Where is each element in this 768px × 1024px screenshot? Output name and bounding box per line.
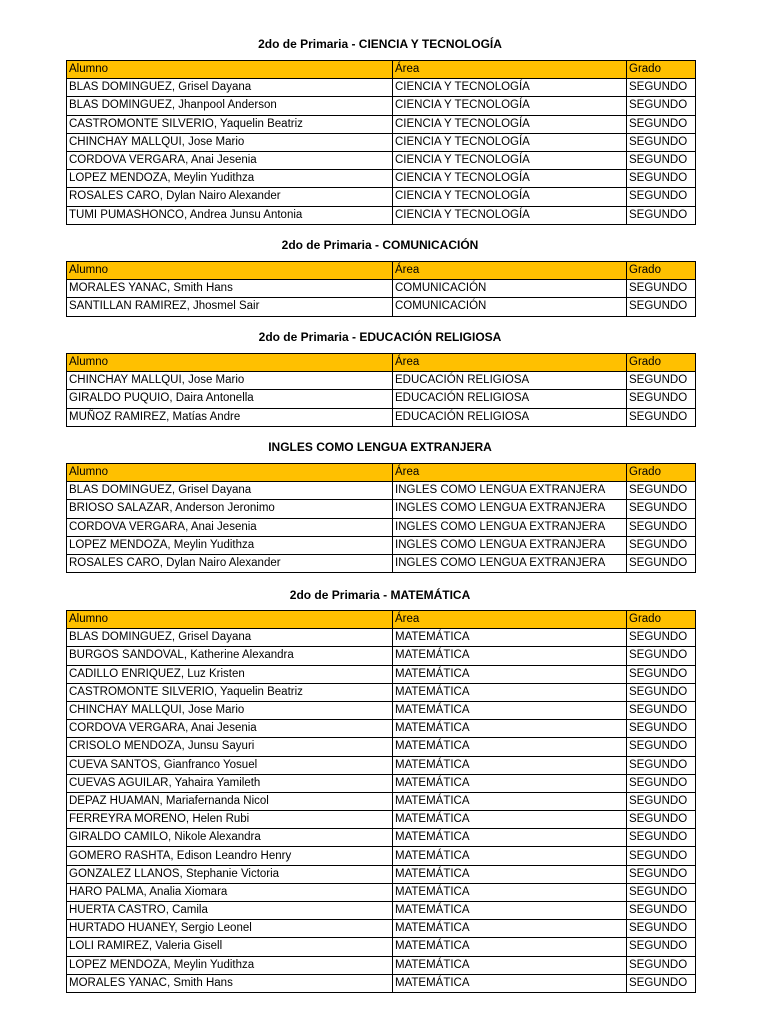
- table-row: [67, 956, 696, 974]
- grade-cell: SEGUNDO: [627, 647, 696, 665]
- table-row: [67, 408, 696, 426]
- grade-cell: SEGUNDO: [627, 280, 696, 298]
- table-ingles: [66, 463, 696, 573]
- grade-cell: SEGUNDO: [627, 829, 696, 847]
- table-matematica: [66, 610, 696, 993]
- grade-cell: SEGUNDO: [627, 500, 696, 518]
- grade-cell: SEGUNDO: [627, 629, 696, 647]
- area-cell: MATEMÁTICA: [393, 738, 627, 756]
- area-cell: COMUNICACIÓN: [393, 280, 627, 298]
- area-cell: MATEMÁTICA: [393, 811, 627, 829]
- table-row: [67, 847, 696, 865]
- area-cell: CIENCIA Y TECNOLOGÍA: [393, 79, 627, 97]
- student-name-cell: GOMERO RASHTA, Edison Leandro Henry: [67, 847, 393, 865]
- area-cell: MATEMÁTICA: [393, 938, 627, 956]
- student-name-cell: GIRALDO PUQUIO, Daira Antonella: [67, 390, 393, 408]
- area-cell: CIENCIA Y TECNOLOGÍA: [393, 151, 627, 169]
- grade-cell: SEGUNDO: [627, 720, 696, 738]
- table-religiosa: [66, 353, 696, 427]
- student-name-cell: CHINCHAY MALLQUI, Jose Mario: [67, 701, 393, 719]
- section-title-matematica: 2do de Primaria - MATEMÁTICA: [289, 588, 471, 602]
- area-cell: MATEMÁTICA: [393, 774, 627, 792]
- student-name-cell: TUMI PUMASHONCO, Andrea Junsu Antonia: [67, 206, 393, 224]
- area-cell: MATEMÁTICA: [393, 701, 627, 719]
- grade-cell: SEGUNDO: [627, 683, 696, 701]
- grade-cell: SEGUNDO: [627, 170, 696, 188]
- area-cell: EDUCACIÓN RELIGIOSA: [393, 408, 627, 426]
- grade-cell: SEGUNDO: [627, 372, 696, 390]
- student-name-cell: LOPEZ MENDOZA, Meylin Yudithza: [67, 956, 393, 974]
- student-name-cell: CUEVA SANTOS, Gianfranco Yosuel: [67, 756, 393, 774]
- table-row: [67, 188, 696, 206]
- area-cell: CIENCIA Y TECNOLOGÍA: [393, 133, 627, 151]
- header-student: Alumno: [67, 611, 393, 629]
- table-row: [67, 811, 696, 829]
- grade-cell: SEGUNDO: [627, 79, 696, 97]
- student-name-cell: HURTADO HUANEY, Sergio Leonel: [67, 920, 393, 938]
- area-cell: EDUCACIÓN RELIGIOSA: [393, 372, 627, 390]
- table-row: [67, 756, 696, 774]
- table-header-row: [67, 262, 696, 280]
- table-row: [67, 133, 696, 151]
- student-name-cell: CASTROMONTE SILVERIO, Yaquelin Beatriz: [67, 683, 393, 701]
- area-cell: MATEMÁTICA: [393, 865, 627, 883]
- student-name-cell: GIRALDO CAMILO, Nikole Alexandra: [67, 829, 393, 847]
- grade-cell: SEGUNDO: [627, 883, 696, 901]
- table-row: [67, 97, 696, 115]
- area-cell: COMUNICACIÓN: [393, 298, 627, 316]
- table-header-row: [67, 464, 696, 482]
- table-row: [67, 920, 696, 938]
- section-title-ciencia: 2do de Primaria - CIENCIA Y TECNOLOGÍA: [258, 37, 502, 51]
- table-row: [67, 865, 696, 883]
- area-cell: MATEMÁTICA: [393, 956, 627, 974]
- grade-cell: SEGUNDO: [627, 554, 696, 572]
- table-row: [67, 938, 696, 956]
- student-name-cell: BLAS DOMINGUEZ, Grisel Dayana: [67, 482, 393, 500]
- grade-cell: SEGUNDO: [627, 920, 696, 938]
- student-name-cell: BRIOSO SALAZAR, Anderson Jeronimo: [67, 500, 393, 518]
- grade-cell: SEGUNDO: [627, 847, 696, 865]
- table-row: [67, 829, 696, 847]
- student-name-cell: ROSALES CARO, Dylan Nairo Alexander: [67, 554, 393, 572]
- table-header-row: [67, 354, 696, 372]
- grade-cell: SEGUNDO: [627, 536, 696, 554]
- area-cell: MATEMÁTICA: [393, 683, 627, 701]
- header-grade: Grado: [627, 262, 696, 280]
- table-row: [67, 902, 696, 920]
- grade-cell: SEGUNDO: [627, 115, 696, 133]
- area-cell: EDUCACIÓN RELIGIOSA: [393, 390, 627, 408]
- grade-cell: SEGUNDO: [627, 956, 696, 974]
- table-row: [67, 974, 696, 992]
- area-cell: MATEMÁTICA: [393, 665, 627, 683]
- table-row: [67, 683, 696, 701]
- area-cell: MATEMÁTICA: [393, 756, 627, 774]
- area-cell: MATEMÁTICA: [393, 847, 627, 865]
- student-name-cell: BURGOS SANDOVAL, Katherine Alexandra: [67, 647, 393, 665]
- section-title-religiosa: 2do de Primaria - EDUCACIÓN RELIGIOSA: [258, 330, 502, 344]
- table-row: [67, 390, 696, 408]
- header-area: Área: [393, 262, 627, 280]
- grade-cell: SEGUNDO: [627, 774, 696, 792]
- student-name-cell: CORDOVA VERGARA, Anai Jesenia: [67, 720, 393, 738]
- table-row: [67, 720, 696, 738]
- student-name-cell: CRISOLO MENDOZA, Junsu Sayuri: [67, 738, 393, 756]
- area-cell: MATEMÁTICA: [393, 720, 627, 738]
- area-cell: INGLES COMO LENGUA EXTRANJERA: [393, 500, 627, 518]
- student-name-cell: LOPEZ MENDOZA, Meylin Yudithza: [67, 170, 393, 188]
- table-ciencia: [66, 60, 696, 225]
- grade-cell: SEGUNDO: [627, 865, 696, 883]
- student-name-cell: SANTILLAN RAMIREZ, Jhosmel Sair: [67, 298, 393, 316]
- area-cell: MATEMÁTICA: [393, 974, 627, 992]
- area-cell: MATEMÁTICA: [393, 647, 627, 665]
- header-student: Alumno: [67, 354, 393, 372]
- grade-cell: SEGUNDO: [627, 97, 696, 115]
- table-row: [67, 298, 696, 316]
- grade-cell: SEGUNDO: [627, 738, 696, 756]
- table-row: [67, 500, 696, 518]
- grade-cell: SEGUNDO: [627, 151, 696, 169]
- area-cell: MATEMÁTICA: [393, 792, 627, 810]
- grade-cell: SEGUNDO: [627, 902, 696, 920]
- header-student: Alumno: [67, 464, 393, 482]
- student-name-cell: BLAS DOMINGUEZ, Grisel Dayana: [67, 79, 393, 97]
- grade-cell: SEGUNDO: [627, 756, 696, 774]
- table-row: [67, 647, 696, 665]
- student-name-cell: MUÑOZ RAMIREZ, Matías Andre: [67, 408, 393, 426]
- student-name-cell: CORDOVA VERGARA, Anai Jesenia: [67, 518, 393, 536]
- student-name-cell: DEPAZ HUAMAN, Mariafernanda Nicol: [67, 792, 393, 810]
- student-name-cell: MORALES YANAC, Smith Hans: [67, 974, 393, 992]
- header-grade: Grado: [627, 611, 696, 629]
- table-row: [67, 536, 696, 554]
- table-header-row: [67, 611, 696, 629]
- grade-cell: SEGUNDO: [627, 518, 696, 536]
- table-row: [67, 206, 696, 224]
- grade-cell: SEGUNDO: [627, 974, 696, 992]
- header-grade: Grado: [627, 354, 696, 372]
- section-title-ingles: INGLES COMO LENGUA EXTRANJERA: [268, 440, 492, 454]
- table-header-row: [67, 61, 696, 79]
- table-row: [67, 115, 696, 133]
- table-row: [67, 554, 696, 572]
- area-cell: MATEMÁTICA: [393, 629, 627, 647]
- grade-cell: SEGUNDO: [627, 188, 696, 206]
- student-name-cell: GONZALEZ LLANOS, Stephanie Victoria: [67, 865, 393, 883]
- area-cell: CIENCIA Y TECNOLOGÍA: [393, 115, 627, 133]
- grade-cell: SEGUNDO: [627, 408, 696, 426]
- student-name-cell: CORDOVA VERGARA, Anai Jesenia: [67, 151, 393, 169]
- table-row: [67, 701, 696, 719]
- table-row: [67, 738, 696, 756]
- student-name-cell: LOLI RAMIREZ, Valeria Gisell: [67, 938, 393, 956]
- header-area: Área: [393, 464, 627, 482]
- student-name-cell: LOPEZ MENDOZA, Meylin Yudithza: [67, 536, 393, 554]
- area-cell: MATEMÁTICA: [393, 883, 627, 901]
- table-row: [67, 792, 696, 810]
- student-name-cell: BLAS DOMINGUEZ, Jhanpool Anderson: [67, 97, 393, 115]
- grade-cell: SEGUNDO: [627, 938, 696, 956]
- table-row: [67, 774, 696, 792]
- table-row: [67, 629, 696, 647]
- grade-cell: SEGUNDO: [627, 298, 696, 316]
- table-row: [67, 665, 696, 683]
- table-comunicacion: [66, 261, 696, 317]
- grade-cell: SEGUNDO: [627, 390, 696, 408]
- table-row: [67, 79, 696, 97]
- grade-cell: SEGUNDO: [627, 811, 696, 829]
- student-name-cell: ROSALES CARO, Dylan Nairo Alexander: [67, 188, 393, 206]
- table-row: [67, 280, 696, 298]
- area-cell: CIENCIA Y TECNOLOGÍA: [393, 188, 627, 206]
- grade-cell: SEGUNDO: [627, 482, 696, 500]
- table-row: [67, 883, 696, 901]
- header-student: Alumno: [67, 61, 393, 79]
- header-area: Área: [393, 354, 627, 372]
- area-cell: CIENCIA Y TECNOLOGÍA: [393, 206, 627, 224]
- student-name-cell: CHINCHAY MALLQUI, Jose Mario: [67, 133, 393, 151]
- table-row: [67, 372, 696, 390]
- student-name-cell: HUERTA CASTRO, Camila: [67, 902, 393, 920]
- area-cell: INGLES COMO LENGUA EXTRANJERA: [393, 518, 627, 536]
- grade-cell: SEGUNDO: [627, 665, 696, 683]
- table-row: [67, 151, 696, 169]
- area-cell: CIENCIA Y TECNOLOGÍA: [393, 97, 627, 115]
- area-cell: MATEMÁTICA: [393, 920, 627, 938]
- area-cell: INGLES COMO LENGUA EXTRANJERA: [393, 554, 627, 572]
- table-row: [67, 170, 696, 188]
- table-row: [67, 482, 696, 500]
- grade-cell: SEGUNDO: [627, 792, 696, 810]
- section-title-comunicacion: 2do de Primaria - COMUNICACIÓN: [281, 238, 479, 252]
- area-cell: MATEMÁTICA: [393, 829, 627, 847]
- area-cell: INGLES COMO LENGUA EXTRANJERA: [393, 536, 627, 554]
- grade-cell: SEGUNDO: [627, 701, 696, 719]
- header-area: Área: [393, 61, 627, 79]
- student-name-cell: HARO PALMA, Analia Xiomara: [67, 883, 393, 901]
- student-name-cell: CASTROMONTE SILVERIO, Yaquelin Beatriz: [67, 115, 393, 133]
- student-name-cell: CADILLO ENRIQUEZ, Luz Kristen: [67, 665, 393, 683]
- area-cell: CIENCIA Y TECNOLOGÍA: [393, 170, 627, 188]
- area-cell: MATEMÁTICA: [393, 902, 627, 920]
- header-grade: Grado: [627, 464, 696, 482]
- student-name-cell: CUEVAS AGUILAR, Yahaira Yamileth: [67, 774, 393, 792]
- header-grade: Grado: [627, 61, 696, 79]
- header-student: Alumno: [67, 262, 393, 280]
- grade-cell: SEGUNDO: [627, 206, 696, 224]
- student-name-cell: MORALES YANAC, Smith Hans: [67, 280, 393, 298]
- student-name-cell: CHINCHAY MALLQUI, Jose Mario: [67, 372, 393, 390]
- header-area: Área: [393, 611, 627, 629]
- grade-cell: SEGUNDO: [627, 133, 696, 151]
- area-cell: INGLES COMO LENGUA EXTRANJERA: [393, 482, 627, 500]
- table-row: [67, 518, 696, 536]
- student-name-cell: BLAS DOMINGUEZ, Grisel Dayana: [67, 629, 393, 647]
- student-name-cell: FERREYRA MORENO, Helen Rubi: [67, 811, 393, 829]
